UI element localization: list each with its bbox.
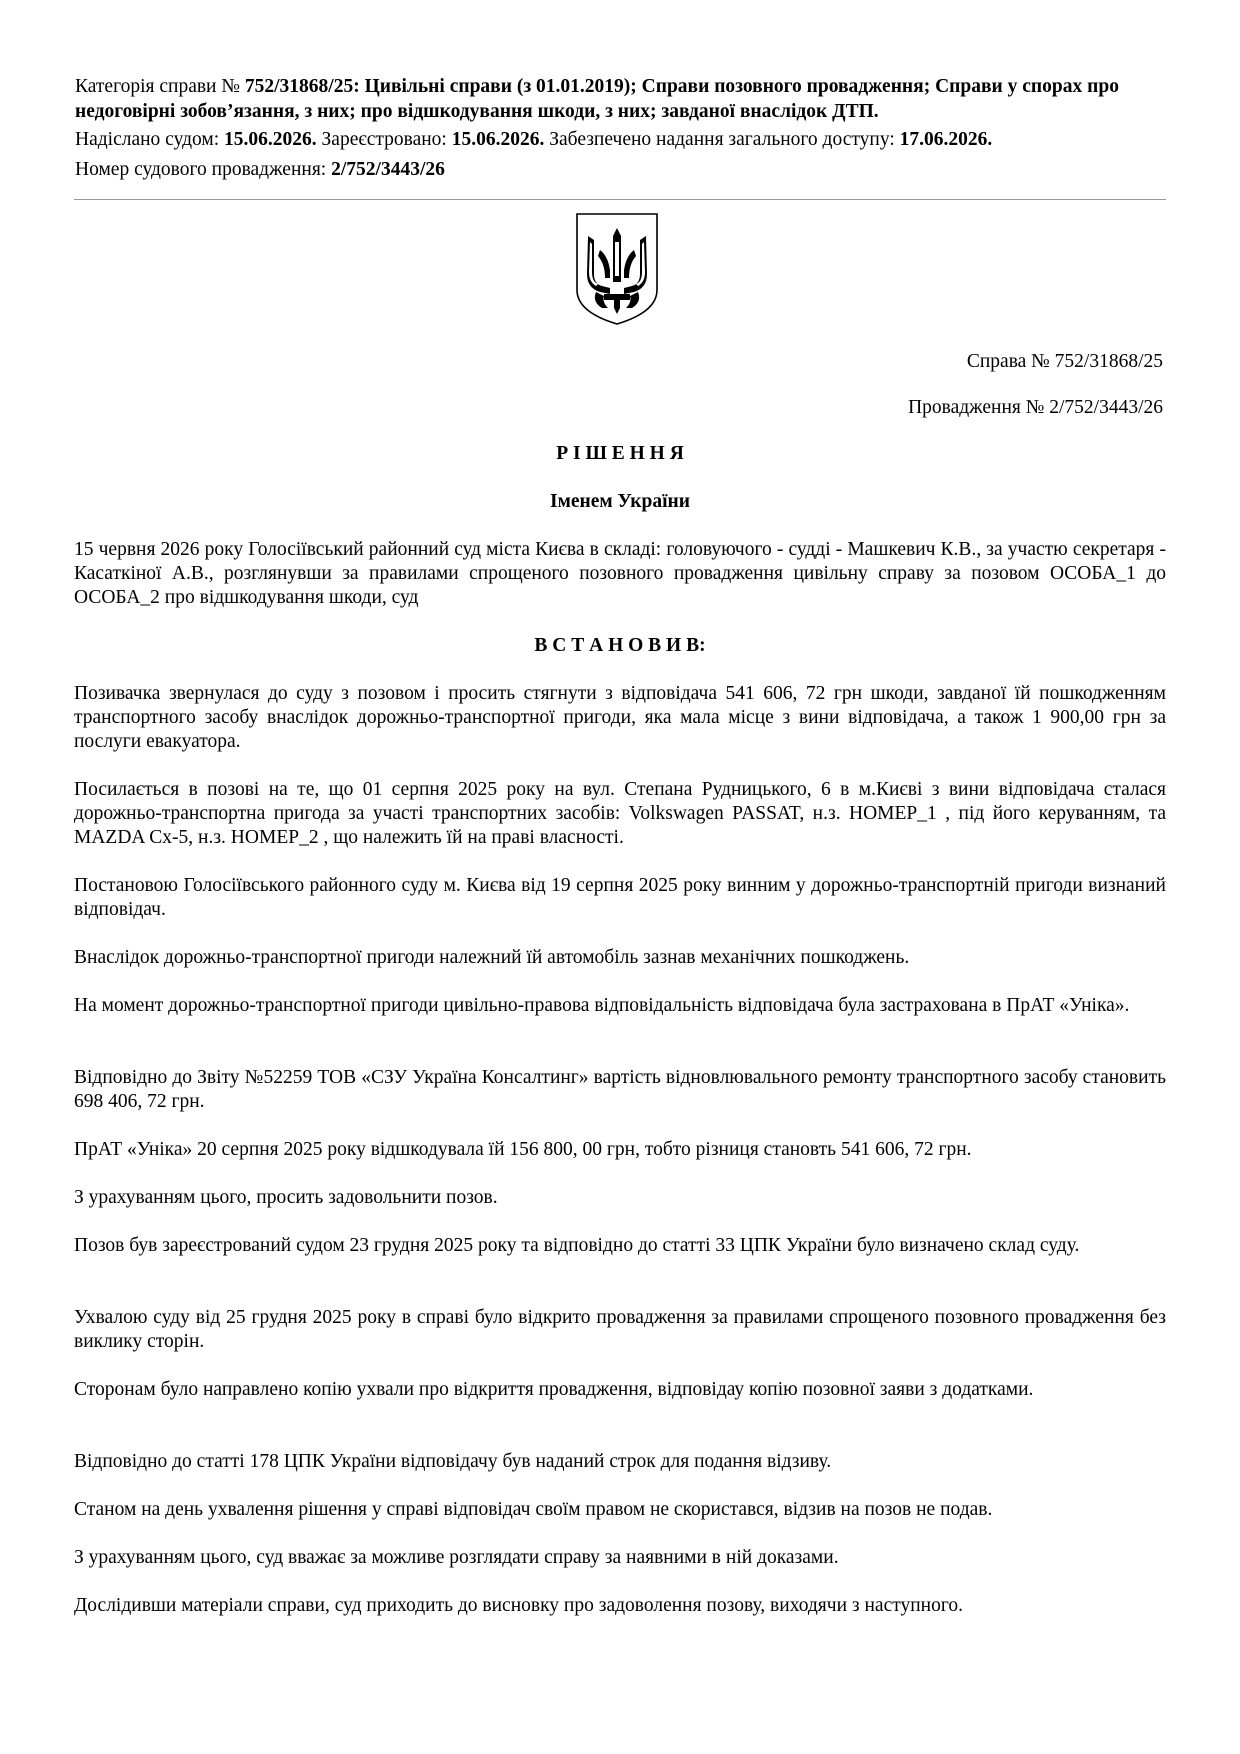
paragraph-text: З урахуванням цього, суд вважає за можливе розглядати справу за наявними в ній доказами. [74,1547,839,1568]
dates-line [75,127,1175,152]
established-heading: В С Т А Н О В И В: [534,635,706,656]
paragraph-13 [74,1498,1166,1522]
paragraph-text: З урахуванням цього, просить задовольнити позов. [74,1187,498,1208]
paragraph-text: Внаслідок дорожньо-транспортної пригоди належний їй автомобіль зазнав механічних пошкоджень. [74,947,910,968]
category-label: Категорія справи № [75,76,240,97]
paragraph-text: Посилається в позові на те, що 01 серпня 2025 року на вул. Степана Рудницького, 6 в м.Києві з вини відповідача сталася дорожньо-транспортна пригода за участі транспортних засобів: Volkswagen PASSAT, н.з. НОМЕР_1 , під його керуванням, та MAZDA Cx-5, н.з. НОМЕР_2 , що належить їй на праві власності. [74,779,1166,848]
paragraph-4 [74,946,1166,970]
paragraph-3 [74,874,1166,922]
proceeding-line [75,157,1175,182]
paragraph-8 [74,1186,1166,1210]
paragraph-6 [74,1066,1166,1114]
sent-label: Надіслано судом: [75,129,220,150]
paragraph-2 [74,778,1166,850]
paragraph-15 [74,1594,1166,1618]
case-metadata [75,74,1175,182]
paragraph-12 [74,1450,1166,1474]
paragraph-10 [74,1306,1166,1354]
intro-paragraph [74,538,1166,610]
paragraph-1 [74,682,1166,754]
paragraph-text: Позивачка звернулася до суду з позовом і просить стягнути з відповідача 541 606, 72 грн шкоди, завданої їй пошкодженням транспортного засобу внаслідок дорожньо-транспортної пригоди, яка мала місце з вини відповідача, а також 1 900,00 грн за послуги евакуатора. [74,683,1166,752]
header-divider [74,199,1166,200]
paragraph-text: ПрАТ «Уніка» 20 серпня 2025 року відшкодувала їй 156 800, 00 грн, тобто різниця становть 541 606, 72 грн. [74,1139,972,1160]
paragraph-text: На момент дорожньо-транспортної пригоди цивільно-правова відповідальність відповідача була застрахована в ПрАТ «Уніка». [74,995,1130,1016]
registered-label: Зареєстровано: [321,129,447,150]
proceeding-number-right: Провадження № 2/752/3443/26 [908,397,1163,418]
decision-title: Р І Ш Е Н Н Я [556,443,684,464]
paragraph-7 [74,1138,1166,1162]
access-date: 17.06.2026. [899,129,993,150]
proceeding-label: Номер судового провадження: [75,159,327,180]
intro-text: 15 червня 2026 року Голосіївський районний суд міста Києва в складі: головуючого - судді - Машкевич К.В., за участю секретаря - Касаткіної А.В., розглянувши за правилами спрощеного позовного провадження цивільну справу за позовом ОСОБА_1 до ОСОБА_2 про відшкодування шкоди, суд [74,539,1166,608]
paragraph-text: Сторонам було направлено копію ухвали про відкриття провадження, відповідау копію позовної заяви з додатками. [74,1379,1034,1400]
paragraph-text: Станом на день ухвалення рішення у справі відповідач своїм правом не скористався, відзив на позов не подав. [74,1499,993,1520]
paragraph-9 [74,1234,1166,1258]
proceeding-number: 2/752/3443/26 [331,159,445,180]
paragraph-text: Постановою Голосіївського районного суду м. Києва від 19 серпня 2025 року винним у дорожньо-транспортній пригоди визнаний відповідач. [74,875,1166,920]
access-label: Забезпечено надання загального доступу: [549,129,895,150]
case-category [75,74,1175,124]
paragraph-text: Ухвалою суду від 25 грудня 2025 року в справі було відкрито провадження за правилами спрощеного позовного провадження без виклику сторін. [74,1307,1166,1352]
paragraph-text: Позов був зареєстрований судом 23 грудня 2025 року та відповідно до статті 33 ЦПК України було визначено склад суду. [74,1235,1080,1256]
case-number: Справа № 752/31868/25 [966,351,1163,372]
paragraph-text: Відповідно до статті 178 ЦПК України відповідачу був наданий строк для подання відзиву. [74,1451,832,1472]
paragraph-11 [74,1378,1166,1402]
category-value: 752/31868/25: Цивільні справи (з 01.01.2019); Справи позовного провадження; Справи у спорах про недоговірні зобов’язання, з них; про відшкодування шкоди, з них; завданої внаслідок ДТП. [75,76,1119,122]
paragraph-text: Дослідивши матеріали справи, суд приходить до висновку про задоволення позову, виходячи з наступного. [74,1595,963,1616]
paragraph-5 [74,994,1166,1018]
sent-date: 15.06.2026. [224,129,317,150]
registered-date: 15.06.2026. [451,129,545,150]
coat-of-arms-of-ukraine-icon [574,212,660,326]
paragraph-14 [74,1546,1166,1570]
paragraph-text: Відповідно до Звіту №52259 ТОВ «СЗУ Україна Консалтинг» вартість відновлювального ремонту транспортного засобу становить 698 406, 72 грн. [74,1067,1166,1112]
decision-subtitle: Іменем України [549,491,690,512]
